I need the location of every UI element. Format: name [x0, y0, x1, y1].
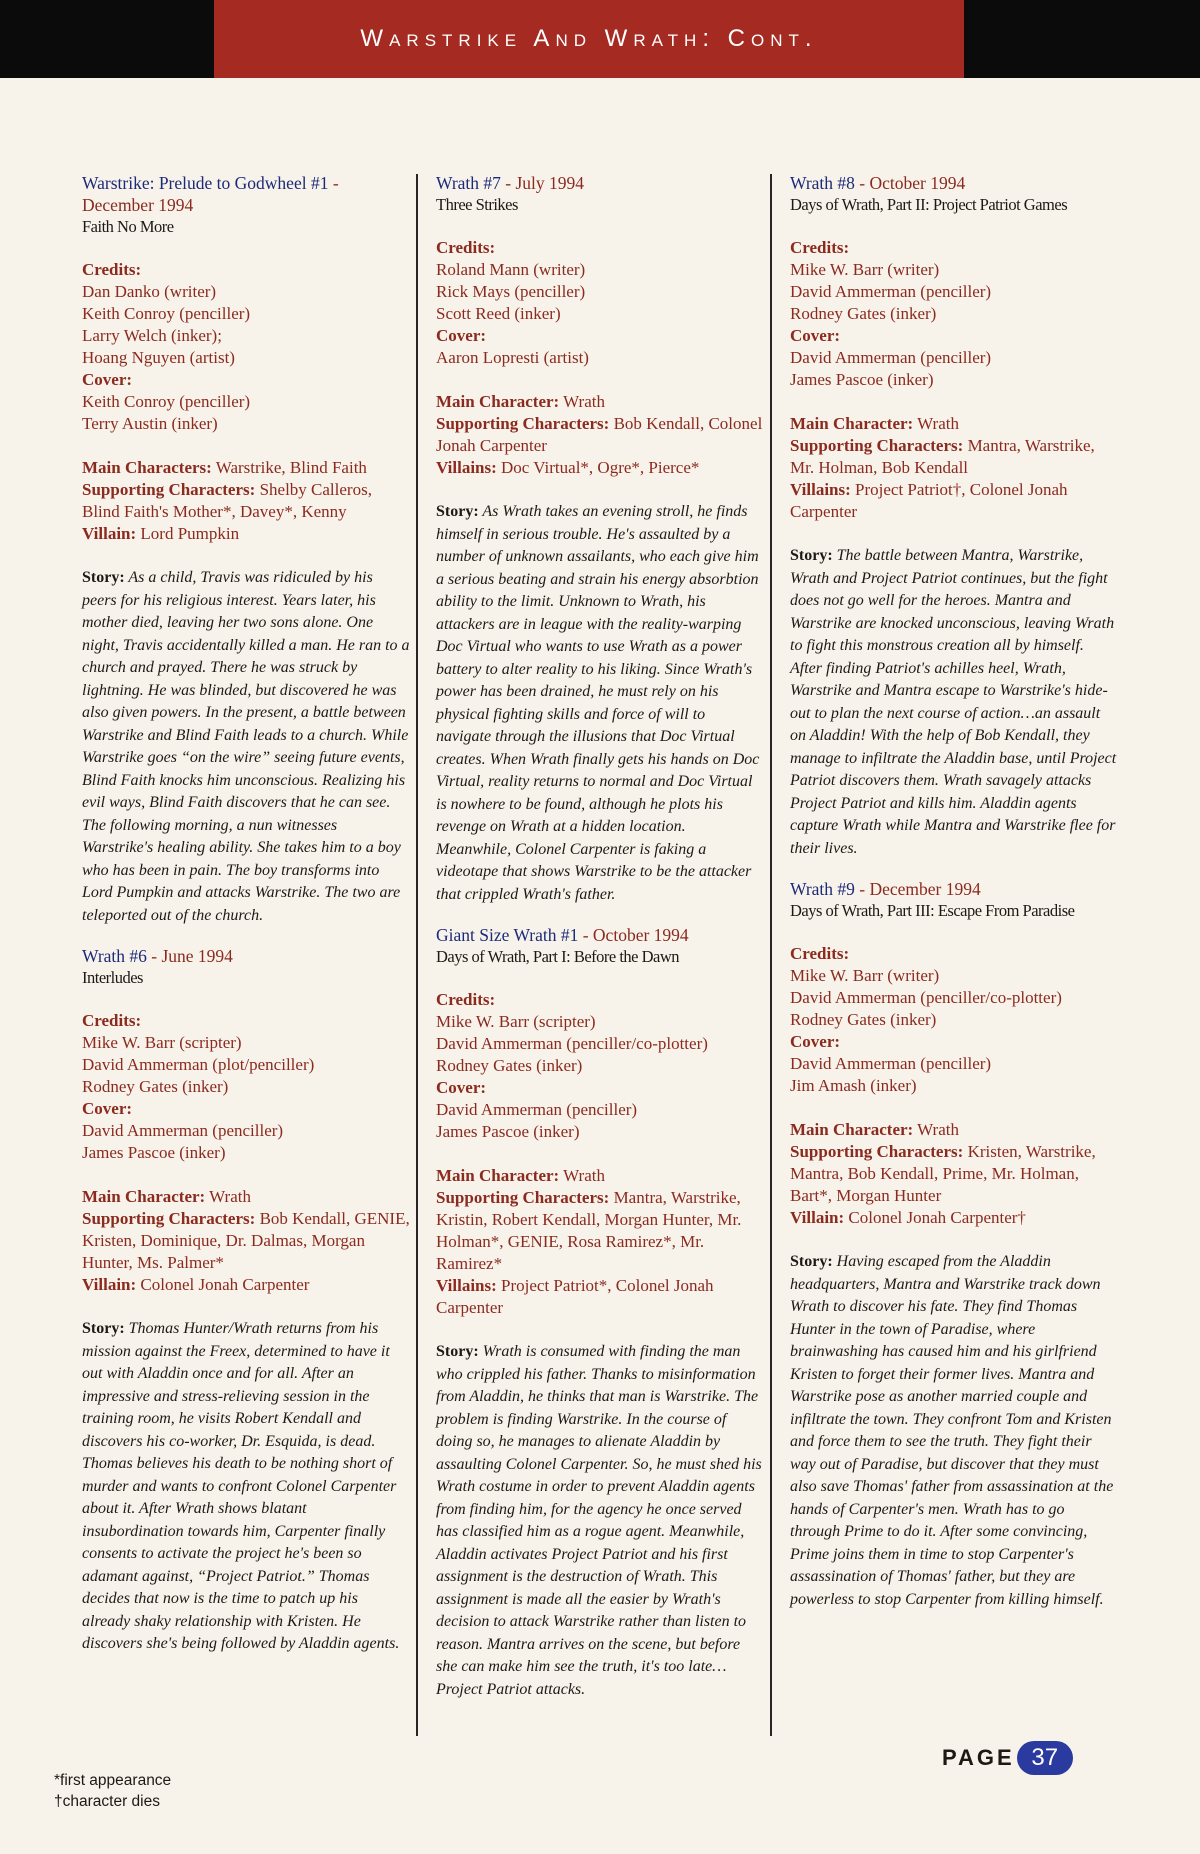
credit-line: David Ammerman (penciller/co-plotter) — [436, 1034, 708, 1053]
spacer — [82, 1164, 410, 1186]
credit-line: Dan Danko (writer) — [82, 282, 217, 301]
character-line — [82, 523, 410, 545]
issue-header — [82, 945, 410, 967]
cover-label: Cover: — [790, 326, 841, 345]
cover-line: David Ammerman (penciller) — [790, 1054, 992, 1073]
story-text: The battle between Mantra, Warstrike, Wrath and Project Patriot continues, but the fight does not go well for the heroes. Mantra and Warstrike are knocked unconscious, leaving Wrath to fight this monstrous creation all by himself. After finding Patriot's achilles heel, Wrath, Warstrike and Mantra escape to Warstrike's hide-out to plan the next course of action…an assault on Aladdin! With the help of Bob Kendall, they manage to infiltrate the Aladdin base, until Project Patriot discovers them. Wrath savagely attacks Project Patriot and kills him. Aladdin agents capture Wrath while Mantra and Warstrike flee for their lives. — [790, 547, 1117, 857]
character-role: Villain: — [790, 1208, 845, 1227]
credits-label: Credits: — [436, 238, 496, 257]
character-role: Supporting Characters: — [790, 1142, 964, 1161]
spacer — [790, 391, 1118, 413]
credit-line: Roland Mann (writer) — [436, 260, 586, 279]
credits-label: Credits: — [790, 944, 850, 963]
spacer — [790, 921, 1118, 943]
character-role: Main Character: — [436, 392, 560, 411]
spacer — [436, 1143, 764, 1165]
credit-line: Rodney Gates (inker) — [82, 1077, 229, 1096]
spacer — [436, 967, 764, 989]
credit-line: Rodney Gates (inker) — [790, 304, 937, 323]
spacer — [82, 435, 410, 457]
issue-subtitle: Days of Wrath, Part I: Before the Dawn — [436, 947, 680, 966]
character-role: Villains: — [790, 480, 851, 499]
credit-line: David Ammerman (penciller/co-plotter) — [790, 988, 1062, 1007]
credit-line: Mike W. Barr (writer) — [790, 966, 940, 985]
issue-entry — [790, 878, 1118, 1611]
character-role: Villain: — [82, 524, 137, 543]
story-label: Story: — [436, 1343, 479, 1360]
story-text: Having escaped from the Aladdin headquarters, Mantra and Warstrike track down Wrath to discover his fate. They find Thomas Hunter in the town of Paradise, where brainwashing has caused him and his girlfriend Kristen to forget their former lives. Mantra and Warstrike pose as another married couple and infiltrate the town. They confront Tom and Kristen and force them to see the truth. They fight their way out of Paradise, but discover that they must also save Thomas' father from assassination at the hands of Carpenter's men. Wrath has to go through Prime to do it. After some convincing, Prime joins them in time to stop Carpenter's assassination of Thomas' father, but they are powerless to stop Carpenter from killing himself. — [790, 1253, 1114, 1608]
character-names: Bob Kendall, Colonel Jonah Carpenter — [436, 414, 763, 455]
cover-line: David Ammerman (penciller) — [790, 348, 992, 367]
character-line — [82, 1274, 410, 1296]
character-role: Main Character: — [82, 1187, 206, 1206]
story — [436, 501, 764, 906]
story-label: Story: — [790, 1253, 833, 1270]
issue-header — [436, 924, 764, 946]
spacer — [82, 988, 410, 1010]
issue-entry — [82, 945, 410, 1656]
character-names: Bob Kendall, GENIE, Kristen, Dominique, Dr. Dalmas, Morgan Hunter, Ms. Palmer* — [82, 1209, 410, 1272]
credit-line: Mike W. Barr (scripter) — [436, 1012, 596, 1031]
cover-line: Terry Austin (inker) — [82, 414, 218, 433]
character-names: Lord Pumpkin — [136, 524, 240, 543]
spacer — [436, 369, 764, 391]
character-role: Main Character: — [790, 414, 914, 433]
issue-date: - December 1994 — [854, 879, 981, 899]
issue-subtitle: Faith No More — [82, 217, 174, 236]
character-role: Supporting Characters: — [82, 480, 256, 499]
cover-label: Cover: — [436, 1078, 487, 1097]
character-line — [82, 479, 410, 523]
character-role: Villains: — [436, 1276, 497, 1295]
issue-header — [436, 172, 764, 194]
story — [82, 1318, 410, 1656]
character-role: Main Character: — [436, 1166, 560, 1185]
issue-date: - October 1994 — [578, 925, 689, 945]
character-names: Warstrike, Blind Faith — [211, 458, 367, 477]
footnotes — [54, 1770, 171, 1812]
character-role: Supporting Characters: — [436, 1188, 610, 1207]
issue-entry — [436, 924, 764, 1701]
column-1 — [82, 172, 410, 1674]
credit-line: Keith Conroy (penciller) — [82, 304, 251, 323]
credit-line: David Ammerman (plot/penciller) — [82, 1055, 315, 1074]
story — [790, 1251, 1118, 1611]
issue-date: - October 1994 — [854, 173, 966, 193]
column-divider — [416, 174, 418, 1736]
character-line — [790, 1119, 1118, 1141]
story — [82, 567, 410, 927]
character-names: Wrath — [913, 1120, 959, 1139]
credits-label: Credits: — [82, 260, 142, 279]
spacer — [436, 215, 764, 237]
character-names: Doc Virtual*, Ogre*, Pierce* — [496, 458, 700, 477]
cover-line: David Ammerman (penciller) — [82, 1121, 284, 1140]
credit-line: Rodney Gates (inker) — [436, 1056, 583, 1075]
credit-line: Rick Mays (penciller) — [436, 282, 586, 301]
character-names: Colonel Jonah Carpenter — [136, 1275, 310, 1294]
character-line — [82, 1208, 410, 1274]
character-names: Wrath — [559, 392, 605, 411]
story — [436, 1341, 764, 1701]
issue-date: - July 1994 — [500, 173, 585, 193]
cover-line: James Pascoe (inker) — [790, 370, 934, 389]
page-number — [942, 1741, 1073, 1775]
story — [790, 545, 1118, 860]
issue-entry — [82, 172, 410, 927]
character-names: Wrath — [913, 414, 959, 433]
cover-label: Cover: — [82, 370, 133, 389]
character-line — [82, 457, 410, 479]
issue-series: Warstrike: Prelude to Godwheel #1 — [82, 173, 329, 193]
page-number-badge: 37 — [1017, 1741, 1073, 1775]
issue-subtitle: Days of Wrath, Part III: Escape From Paradise — [790, 901, 1075, 920]
character-line — [436, 391, 764, 413]
character-line — [436, 413, 764, 457]
issue-entry — [436, 172, 764, 906]
character-line — [790, 435, 1118, 479]
issue-series: Wrath #6 — [82, 946, 147, 966]
page-label: PAGE — [942, 1745, 1015, 1770]
story-text: As a child, Travis was ridiculed by his peers for his religious interest. Years later, his mother died, leaving her two sons alone. One night, Travis accidentally killed a man. He ran to a church and prayed. There he was struck by lightning. He was blinded, but discovered he was also given powers. In the present, a battle between Warstrike and Blind Faith leads to a church. While Warstrike goes “on the wire” seeing future events, Blind Faith knocks him unconscious. Realizing his evil ways, Blind Faith discovers that he can see. The following morning, a nun witnesses Warstrike's healing ability. She takes him to a boy who has been in pain. The boy transforms into Lord Pumpkin and attacks Warstrike. The two are teleported out of the church. — [82, 569, 410, 924]
issue-entry — [790, 172, 1118, 860]
issue-series: Wrath #9 — [790, 879, 855, 899]
cover-line: James Pascoe (inker) — [82, 1143, 226, 1162]
character-role: Main Character: — [790, 1120, 914, 1139]
story-text: Wrath is consumed with finding the man who crippled his father. Thanks to misinformation from Aladdin, he thinks that man is Warstrike. The problem is finding Warstrike. In the course of doing so, he manages to alienate Aladdin by assaulting Colonel Carpenter. So, he must shed his Wrath costume in order to prevent Aladdin agents from finding him, for the agency he once served has classified him as a rogue agent. Meanwhile, Aladdin activates Project Patriot and his first assignment is the destruction of Wrath. This assignment is made all the easier by Wrath's decision to attack Warstrike rather than listen to reason. Mantra arrives on the scene, but before she can make him see the truth, it's too late…Project Patriot attacks. — [436, 1343, 762, 1698]
credits-label: Credits: — [82, 1011, 142, 1030]
character-line — [790, 479, 1118, 523]
credit-line: Larry Welch (inker); — [82, 326, 222, 345]
character-line — [790, 413, 1118, 435]
character-line — [790, 1207, 1118, 1229]
character-role: Supporting Characters: — [436, 414, 610, 433]
issue-series: Giant Size Wrath #1 — [436, 925, 579, 945]
story-text: Thomas Hunter/Wrath returns from his mission against the Freex, determined to have it out with Aladdin once and for all. After an impressive and stress-relieving session in the training room, he visits Robert Kendall and discovers his co-worker, Dr. Esquida, is dead. Thomas believes his death to be nothing short of murder and wants to confront Colonel Carpenter about it. After Wrath shows blatant insubordination towards him, Carpenter finally consents to activate the project he's been so adamant against, “Project Patriot.” Thomas decides that now is the time to patch up his already shaky relationship with Kristen. He discovers she's being followed by Aladdin agents. — [82, 1320, 400, 1652]
header-bar — [0, 0, 1200, 78]
issue-subtitle: Three Strikes — [436, 195, 518, 214]
character-line — [436, 1165, 764, 1187]
credit-line: Scott Reed (inker) — [436, 304, 561, 323]
issue-header — [82, 172, 410, 216]
character-names: Mantra, Warstrike, Mr. Holman, Bob Kendall — [790, 436, 1095, 477]
issue-subtitle: Interludes — [82, 968, 143, 987]
character-names: Kristen, Warstrike, Mantra, Bob Kendall, Prime, Mr. Holman, Bart*, Morgan Hunter — [790, 1142, 1096, 1205]
story-label: Story: — [82, 1320, 125, 1337]
header-title-box — [214, 0, 964, 78]
issue-date: - June 1994 — [146, 946, 233, 966]
page-title: Warstrike And Wrath: Cont. — [360, 25, 818, 52]
character-line — [436, 1187, 764, 1275]
character-names: Project Patriot*, Colonel Jonah Carpenter — [436, 1276, 714, 1317]
character-names: Colonel Jonah Carpenter† — [844, 1208, 1026, 1227]
cover-line: James Pascoe (inker) — [436, 1122, 580, 1141]
column-divider — [770, 174, 772, 1736]
issue-header — [790, 172, 1118, 194]
character-role: Villain: — [82, 1275, 137, 1294]
footnote-first-appearance: *first appearance — [54, 1772, 172, 1789]
character-names: Wrath — [559, 1166, 605, 1185]
cover-label: Cover: — [436, 326, 487, 345]
character-role: Supporting Characters: — [82, 1209, 256, 1228]
credits-label: Credits: — [436, 990, 496, 1009]
character-line — [436, 457, 764, 479]
character-role: Villains: — [436, 458, 497, 477]
story-text: As Wrath takes an evening stroll, he finds himself in serious trouble. He's assaulted by a number of unknown assailants, who each give him a serious beating and strain his energy absorbtion ability to the limit. Unknown to Wrath, his attackers are in league with the reality-warping Doc Virtual who wants to use Wrath as a power battery to alter reality to his liking. Since Wrath's power has been drained, he must rely on his physical fighting skills and force of will to navigate through the illusions that Doc Virtual creates. When Wrath finally gets his hands on Doc Virtual, reality returns to normal and Doc Virtual is nowhere to be found, although he plots his revenge on Wrath at a hidden location. Meanwhile, Colonel Carpenter is faking a videotape that shows Warstrike to be the attacker that crippled Wrath's father. — [436, 503, 760, 903]
credit-line: Rodney Gates (inker) — [790, 1010, 937, 1029]
credit-line: Mike W. Barr (writer) — [790, 260, 940, 279]
character-names: Shelby Calleros, Blind Faith's Mother*, Davey*, Kenny — [82, 480, 372, 521]
character-line — [82, 1186, 410, 1208]
issue-header — [790, 878, 1118, 900]
column-3 — [790, 172, 1118, 1629]
credit-line: David Ammerman (penciller) — [790, 282, 992, 301]
issue-subtitle: Days of Wrath, Part II: Project Patriot Games — [790, 195, 1068, 214]
character-role: Supporting Characters: — [790, 436, 964, 455]
issue-series: Wrath #8 — [790, 173, 855, 193]
credit-line: Hoang Nguyen (artist) — [82, 348, 235, 367]
character-role: Main Characters: — [82, 458, 212, 477]
spacer — [82, 237, 410, 259]
cover-line: Jim Amash (inker) — [790, 1076, 917, 1095]
credits-label: Credits: — [790, 238, 850, 257]
character-names: Mantra, Warstrike, Kristin, Robert Kendall, Morgan Hunter, Mr. Holman*, GENIE, Rosa Ramirez*, Mr. Ramirez* — [436, 1188, 742, 1273]
story-label: Story: — [436, 503, 479, 520]
character-names: Wrath — [205, 1187, 251, 1206]
issue-series: Wrath #7 — [436, 173, 501, 193]
character-line — [436, 1275, 764, 1319]
cover-label: Cover: — [790, 1032, 841, 1051]
character-line — [790, 1141, 1118, 1207]
credit-line: Mike W. Barr (scripter) — [82, 1033, 242, 1052]
spacer — [790, 1097, 1118, 1119]
character-names: Project Patriot†, Colonel Jonah Carpenter — [790, 480, 1068, 521]
cover-label: Cover: — [82, 1099, 133, 1118]
cover-line: Aaron Lopresti (artist) — [436, 348, 589, 367]
issue-date: - December 1994 — [82, 173, 339, 215]
cover-line: David Ammerman (penciller) — [436, 1100, 638, 1119]
column-2 — [436, 172, 764, 1719]
cover-line: Keith Conroy (penciller) — [82, 392, 251, 411]
spacer — [790, 215, 1118, 237]
story-label: Story: — [82, 569, 125, 586]
footnote-character-dies: †character dies — [54, 1793, 160, 1810]
story-label: Story: — [790, 547, 833, 564]
